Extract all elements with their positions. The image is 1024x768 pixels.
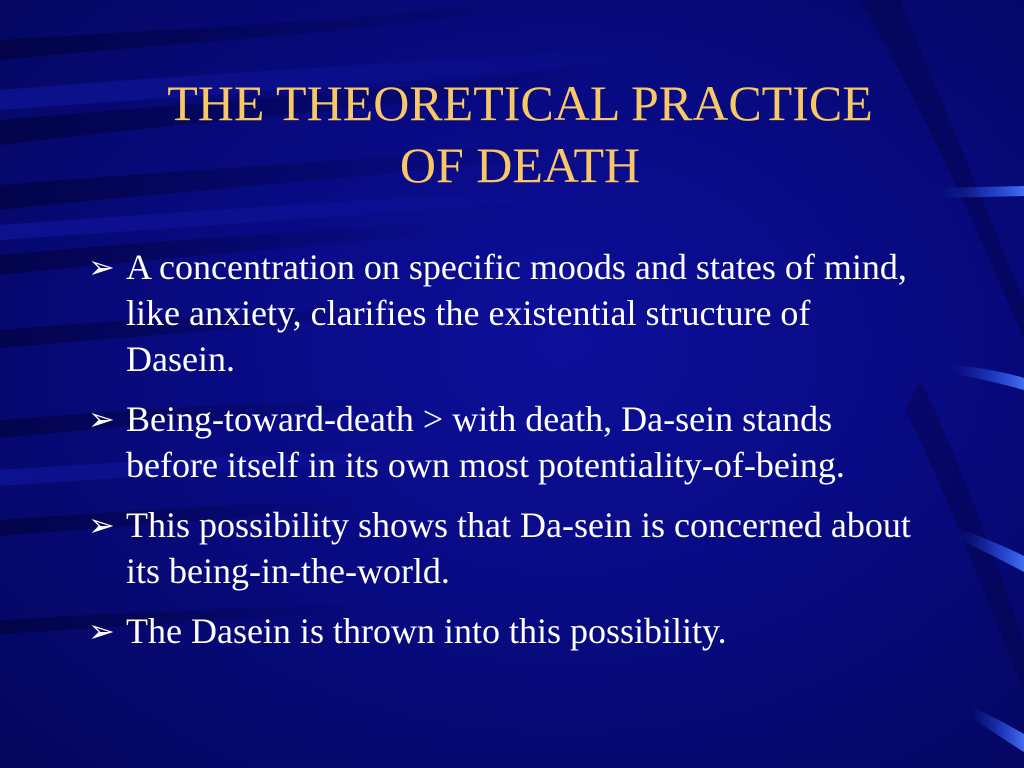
slide-title [60,72,980,196]
arrow-bullet-icon: ➢ [88,401,115,437]
bullet-text: The Dasein is thrown into this possibility. [126,611,727,651]
bullet-item [86,608,926,654]
bullet-item [86,502,926,594]
arrow-bullet-icon: ➢ [88,613,115,649]
arrow-bullet-icon: ➢ [88,507,115,543]
bullet-item [86,396,926,488]
bullet-list [86,244,926,668]
bullet-text: Being-toward-death > with death, Da-sein stands before itself in its own most potentiality-of-being. [126,399,845,485]
bullet-text: This possibility shows that Da-sein is concerned about its being-in-the-world. [126,505,911,591]
bullet-text: A concentration on specific moods and states of mind, like anxiety, clarifies the existential structure of Dasein. [126,247,907,379]
title-line-1: THE THEORETICAL PRACTICE [167,75,873,131]
bullet-item [86,244,926,382]
title-line-2: OF DEATH [399,137,641,193]
arrow-bullet-icon: ➢ [88,249,115,285]
